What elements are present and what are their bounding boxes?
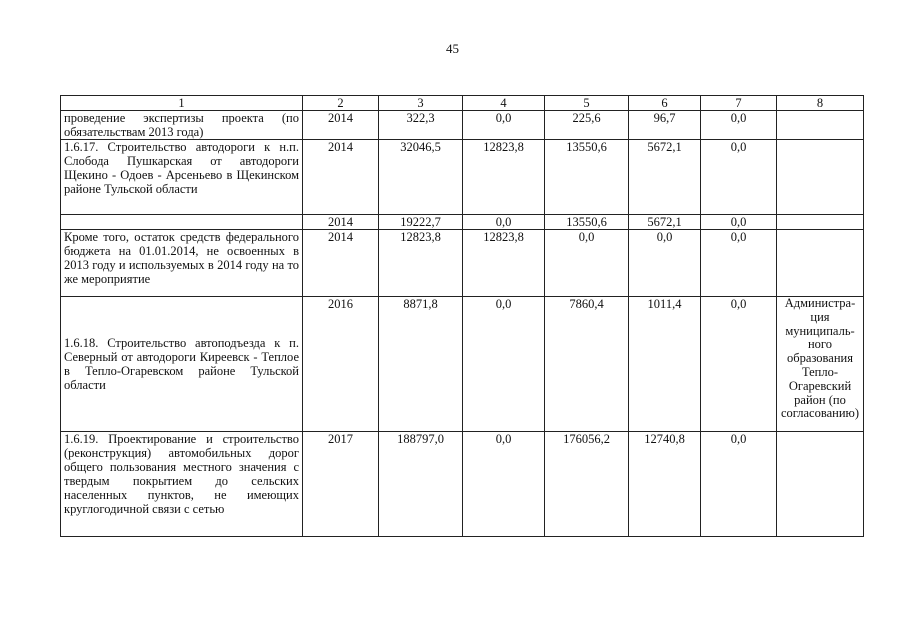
local-cell: 96,7: [629, 111, 701, 140]
local-cell: 5672,1: [629, 215, 701, 230]
other-cell: 0,0: [701, 297, 777, 432]
column-header: 8: [777, 96, 864, 111]
table-row: [61, 432, 864, 537]
executor-cell: [777, 432, 864, 537]
table-row: [61, 297, 864, 432]
regional-cell: 225,6: [545, 111, 629, 140]
year-cell: 2017: [303, 432, 379, 537]
row-description: проведение экспертизы проекта (по обязательствам 2013 года): [61, 111, 303, 140]
column-header: 7: [701, 96, 777, 111]
regional-cell: 13550,6: [545, 215, 629, 230]
other-cell: 0,0: [701, 215, 777, 230]
table-row: [61, 111, 864, 140]
local-cell: 1011,4: [629, 297, 701, 432]
year-cell: 2014: [303, 111, 379, 140]
executor-cell: Администра-ция муниципаль-ного образования Тепло-Огаревский район (по согласованию): [777, 297, 864, 432]
row-description: 1.6.19. Проектирование и строительство (реконструкция) автомобильных дорог общего пользования местного значения с твердым покрытием до сельских населенных пунктов, не имеющих круглогодичной связи с сетью: [61, 432, 303, 537]
year-cell: 2014: [303, 140, 379, 215]
page-number: 45: [446, 41, 459, 56]
total-cell: 19222,7: [379, 215, 463, 230]
year-cell: 2016: [303, 297, 379, 432]
local-cell: 0,0: [629, 230, 701, 297]
executor-cell: [777, 215, 864, 230]
executor-cell: [777, 111, 864, 140]
column-header: 3: [379, 96, 463, 111]
total-cell: 32046,5: [379, 140, 463, 215]
column-header: 4: [463, 96, 545, 111]
total-cell: 322,3: [379, 111, 463, 140]
total-cell: 188797,0: [379, 432, 463, 537]
table-row: [61, 140, 864, 215]
regional-cell: 7860,4: [545, 297, 629, 432]
executor-cell: [777, 230, 864, 297]
federal-cell: 0,0: [463, 297, 545, 432]
local-cell: 5672,1: [629, 140, 701, 215]
row-description: Кроме того, остаток средств федерального бюджета на 01.01.2014, не освоенных в 2013 году и используемых в 2014 году на то же мероприятие: [61, 230, 303, 297]
year-cell: 2014: [303, 230, 379, 297]
regional-cell: 0,0: [545, 230, 629, 297]
regional-cell: 176056,2: [545, 432, 629, 537]
year-cell: 2014: [303, 215, 379, 230]
local-cell: 12740,8: [629, 432, 701, 537]
federal-cell: 0,0: [463, 111, 545, 140]
table-header-row: [61, 96, 864, 111]
row-description: 1.6.17. Строительство автодороги к н.п. Слобода Пушкарская от автодороги Щекино - Одоев - Арсеньево в Щекинском районе Тульской области: [61, 140, 303, 215]
row-description: 1.6.18. Строительство автоподъезда к п. Северный от автодороги Киреевск - Теплое в Тепло-Огаревском районе Тульской области: [61, 297, 303, 432]
table-row: [61, 215, 864, 230]
other-cell: 0,0: [701, 432, 777, 537]
federal-cell: 0,0: [463, 432, 545, 537]
row-description: [61, 215, 303, 230]
federal-cell: 12823,8: [463, 230, 545, 297]
column-header: 6: [629, 96, 701, 111]
column-header: 2: [303, 96, 379, 111]
total-cell: 12823,8: [379, 230, 463, 297]
other-cell: 0,0: [701, 140, 777, 215]
other-cell: 0,0: [701, 230, 777, 297]
table-row: [61, 230, 864, 297]
federal-cell: 0,0: [463, 215, 545, 230]
total-cell: 8871,8: [379, 297, 463, 432]
column-header: 1: [61, 96, 303, 111]
regional-cell: 13550,6: [545, 140, 629, 215]
executor-cell: [777, 140, 864, 215]
column-header: 5: [545, 96, 629, 111]
budget-table: [60, 95, 864, 537]
other-cell: 0,0: [701, 111, 777, 140]
federal-cell: 12823,8: [463, 140, 545, 215]
